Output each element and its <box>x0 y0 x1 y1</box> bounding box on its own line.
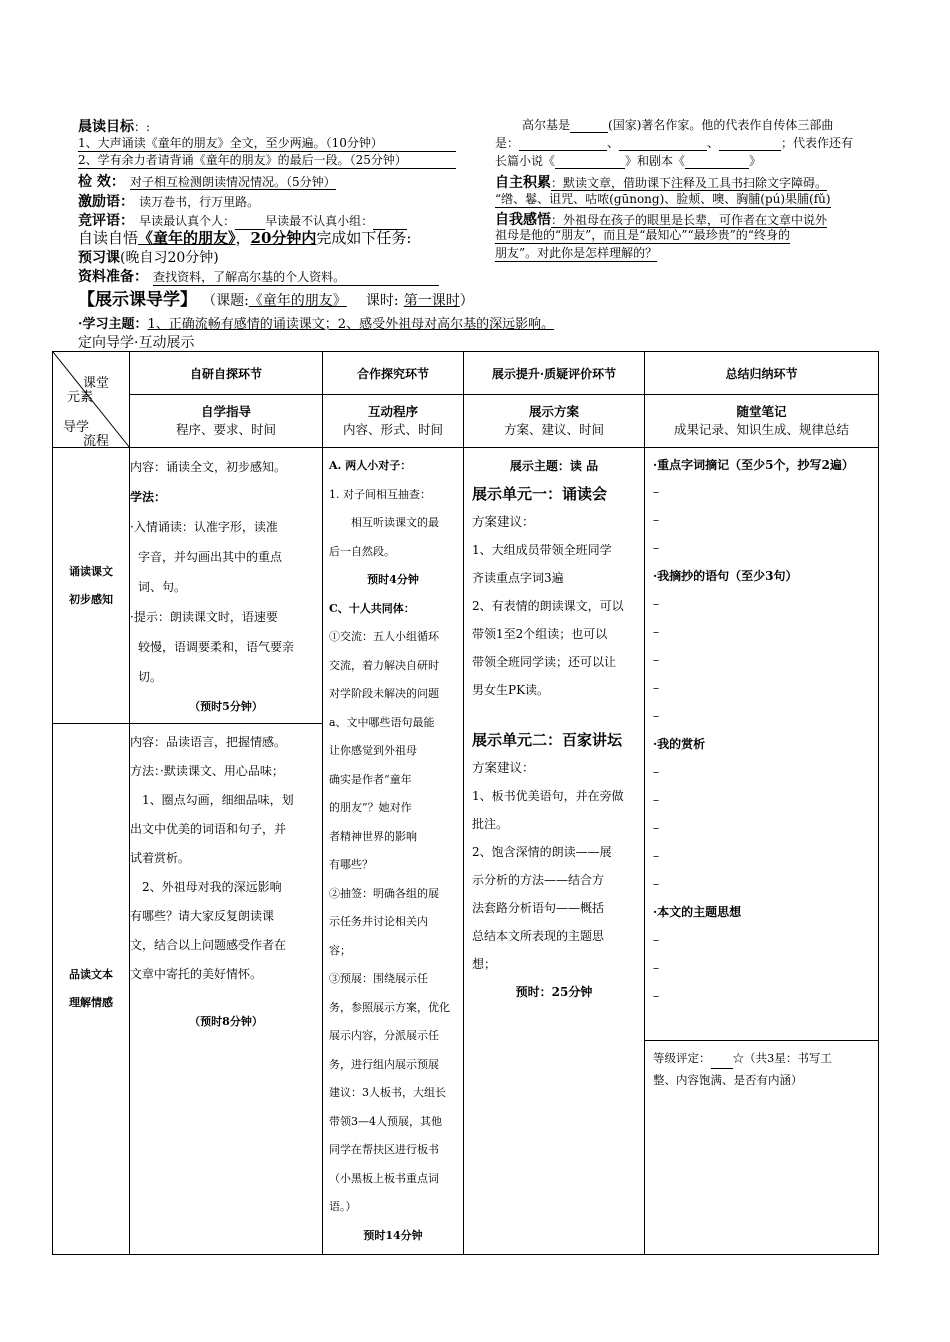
work-blank-1[interactable] <box>519 138 607 151</box>
sub3-title: 展示方案 <box>528 404 579 419</box>
grade-c: 整、内容饱满、是否有内涵） <box>653 1073 803 1087</box>
notes-heading-theme: ·本文的主题思想 <box>653 905 742 919</box>
notes-heading-appreciation: ·我的赏析 <box>653 737 706 751</box>
self-study-cell-1 <box>130 448 323 724</box>
c1r2cell-line: （预时8分钟） <box>189 1015 263 1029</box>
guide-table <box>52 351 879 1255</box>
line2a: 是： <box>495 136 520 150</box>
c1r2cell-line: 试着赏析。 <box>130 851 191 866</box>
c2cell-line: ①交流：五人小组循环 <box>329 630 439 643</box>
c3cell-line: 2、有表情的朗读课文，可以 <box>472 599 624 613</box>
sep: 、 <box>707 136 720 150</box>
line1a: 高尔基是 <box>522 118 571 132</box>
c3cell-line: 批注。 <box>472 817 509 831</box>
grade-b: ☆（共3星：书写工 <box>732 1051 832 1065</box>
c1r1-7: 切。 <box>138 670 163 684</box>
notes-heading-keywords: ·重点字词摘记（至少5个，抄写2遍） <box>653 458 854 472</box>
preview-label: 预习课 <box>78 250 120 266</box>
c3cell-line: 想； <box>472 957 497 971</box>
col-header-4: 总结归纳环节 <box>645 352 879 395</box>
sep: 、 <box>607 136 620 150</box>
c2cell-line: 务，参照展示方案，优化 <box>329 1000 450 1014</box>
selfread-time: 20分钟内 <box>250 229 317 247</box>
lesson-prefix: （课题: <box>202 293 249 309</box>
notes-cell <box>645 448 879 1255</box>
corner-bot-2: 流程 <box>83 434 110 449</box>
c3cell-line: 2、饱含深情的朗读——展 <box>472 845 612 859</box>
notes-heading-quotes: ·我摘抄的语句（至少3句） <box>653 569 798 583</box>
material-text: 查找资料，了解高尔基的个人资料。 <box>153 270 439 286</box>
c2cell-line: 建议：3人板书，大组长 <box>329 1086 446 1099</box>
sub2-desc: 内容、形式、时间 <box>342 422 443 437</box>
lesson-name: 《童年的朋友》 <box>248 293 347 309</box>
c2cell-line: 容； <box>329 943 351 957</box>
col-header-2: 合作探究环节 <box>323 352 464 395</box>
row-label-1 <box>53 448 130 724</box>
c2cell-line: 的朋友”？她对作 <box>329 801 412 814</box>
c3cell-line: 1、板书优美语句，并在旁做 <box>472 789 624 803</box>
col-header-3: 展示提升·质疑评价环节 <box>464 352 645 395</box>
morning-goal-suffix: ：: <box>134 120 151 134</box>
dash[interactable]: – <box>653 485 659 499</box>
c3cell-line: 男女生PK读。 <box>472 683 550 697</box>
c3cell-line: 方案建议： <box>472 514 535 529</box>
sub-header-3 <box>464 395 645 448</box>
c1r1-4: 词、句。 <box>138 580 187 594</box>
review-text-2: 早读最不认真小组： <box>265 214 374 228</box>
learning-theme <box>78 313 554 332</box>
teaching-mode: 定向导学·互动展示 <box>78 335 195 351</box>
c1r2cell-line: 文章中寄托的美好情怀。 <box>130 967 263 982</box>
notes-area <box>645 448 878 1040</box>
row1-label-b: 初步感知 <box>69 592 113 606</box>
c1r2cell-line: 有哪些？请大家反复朗读课 <box>130 909 275 924</box>
line1b: (国家)著名作家。他的代表作自传体三部曲 <box>608 118 834 132</box>
dash[interactable]: – <box>653 961 659 975</box>
c2cell-line: 确实是作者“童年 <box>329 772 412 786</box>
close-paren: ） <box>459 293 474 309</box>
feel-text-2: 祖母是他的“朋友”，而且是“最知心”“最珍贵”的“终身的 <box>495 228 790 242</box>
c3cell-line: 展示单元二：百家讲坛 <box>472 731 623 749</box>
preview-text: (晚自习20分钟) <box>120 250 219 266</box>
row2-label-b: 理解情感 <box>69 996 113 1010</box>
c1r1-5: ·提示：朗读课文时，语速要 <box>130 610 278 624</box>
c1r1-2: ·入情诵读：认准字形，读准 <box>130 520 278 534</box>
line3a: 长篇小说《 <box>495 154 556 168</box>
corner-cell <box>53 352 130 448</box>
work-blank-2[interactable] <box>619 138 707 151</box>
accum-words: “绺、鬈、诅咒、咕哝(gūnong)、脸颊、噢、胸脯(pú)果脯(fǔ) <box>495 192 831 206</box>
c2cell-line: A. 两人小对子： <box>329 459 412 472</box>
dash[interactable]: – <box>653 849 659 863</box>
dash[interactable]: – <box>653 681 659 695</box>
c2cell-line: 交流，着力解决自研时 <box>329 658 439 672</box>
c1r1-3: 字音，并勾画出其中的重点 <box>138 550 283 564</box>
c2cell-line: 务，进行组内展示预展 <box>329 1057 439 1071</box>
dash[interactable]: – <box>653 709 659 723</box>
corner-mid: 元素 <box>67 390 94 405</box>
c1r1-6: 较慢，语调要柔和，语气要亲 <box>138 640 295 654</box>
c2cell-line: 让你感觉到外祖母 <box>329 744 417 757</box>
work-blank-3[interactable] <box>719 138 781 151</box>
sub1-title: 自学指导 <box>200 404 251 419</box>
c2cell-line: C、十人共同体： <box>329 601 415 615</box>
self-study-cell-2 <box>130 724 323 1255</box>
selfread-e: 完成如下任务: <box>316 229 412 247</box>
c2cell-line: 1. 对子间相互抽查： <box>329 487 431 501</box>
cooperation-cell <box>323 448 464 1255</box>
period-prefix: 课时: <box>365 293 399 309</box>
c3cell-line: 1、大组成员带领全班同学 <box>472 543 612 557</box>
c3cell-line: 展示主题：读 品 <box>509 459 599 473</box>
c1r2cell-line: 2、外祖母对我的深远影响 <box>142 880 282 895</box>
goal-2: 2、学有余力者请背诵《童年的朋友》的最后一段。（25分钟） <box>78 153 456 169</box>
sub-header-2 <box>323 395 464 448</box>
c1r1-0: 内容：诵读全文，初步感知。 <box>130 460 287 474</box>
dash[interactable]: – <box>653 513 659 527</box>
corner-bot-1: 导学 <box>63 420 90 435</box>
c2cell-line: 预时14分钟 <box>363 1228 423 1242</box>
motto-label: 激励语 <box>78 194 120 210</box>
c2cell-line: 同学在帮扶区进行板书 <box>329 1143 439 1156</box>
c2cell-line: 带领3—4人预展，其他 <box>329 1114 442 1128</box>
novel-blank[interactable] <box>555 156 625 169</box>
c3cell-line: 齐读重点字词3遍 <box>472 571 564 585</box>
showcase-cell <box>464 448 645 1255</box>
feel-text-1: ：外祖母在孩子的眼里是长辈，可作者在文章中说外 <box>551 213 828 227</box>
line3b: 》和剧本《 <box>625 154 686 168</box>
c1r2cell-line: 出文中优美的词语和句子，并 <box>130 822 287 837</box>
review-text-1: 早读最认真个人： <box>139 214 236 228</box>
check-label: 检 效 <box>78 174 111 190</box>
sub-header-1 <box>130 395 323 448</box>
c2cell-line: ②抽签：明确各组的展 <box>329 886 439 900</box>
line2d: ；代表作还有 <box>781 136 854 150</box>
dash[interactable]: – <box>653 877 659 891</box>
feel-text-3: 朋友”。对此你是怎样理解的？ <box>495 246 658 260</box>
selfread-a: 自读自悟 <box>78 229 139 247</box>
line3c: 》 <box>749 154 762 168</box>
c2cell-line: 有哪些？ <box>329 858 373 871</box>
c3cell-line: 方案建议： <box>472 760 535 775</box>
c3cell-line: 展示单元一：诵读会 <box>472 485 608 503</box>
theme-label: ·学习主题： <box>78 317 148 332</box>
row-label-2 <box>53 724 130 1255</box>
sub-header-4 <box>645 395 879 448</box>
c2cell-line: 相互听读课文的最 <box>351 516 439 529</box>
motto-text: 读万卷书，行万里路。 <box>139 195 260 209</box>
period-name: 第一课时 <box>403 293 460 309</box>
c3cell-line: 带领全班同学读；还可以让 <box>472 655 617 669</box>
selfread-comma: ， <box>235 229 251 247</box>
c1r2cell-line: 文，结合以上问题感受作者在 <box>130 938 287 953</box>
grade-blank[interactable] <box>711 1056 733 1069</box>
dash[interactable]: – <box>653 653 659 667</box>
check-text: 对子相互检测朗读情况情况。（5分钟） <box>129 175 336 189</box>
dash[interactable]: – <box>653 625 659 639</box>
c1r2cell-line: 1、圈点勾画，细细品味，划 <box>142 793 294 808</box>
feel-label: 自我感悟 <box>495 212 551 228</box>
dash[interactable]: – <box>653 989 659 1003</box>
c2cell-line: 展示内容，分派展示任 <box>329 1029 439 1042</box>
review-label: 竞评语 <box>78 213 120 229</box>
c2cell-line: 预时4分钟 <box>367 573 419 586</box>
dash[interactable]: – <box>653 541 659 555</box>
dash[interactable]: – <box>653 765 659 779</box>
c3cell-line: 预时：25分钟 <box>515 985 593 999</box>
corner-top: 课堂 <box>83 376 110 391</box>
theme-text: 1、正确流畅有感情的诵读课文；2、感受外祖母对高尔基的深远影响。 <box>147 317 555 332</box>
c1r1-8: （预时5分钟） <box>189 700 263 713</box>
accum-text: ：默读文章，借助课下注释及工具书扫除文字障碍。 <box>551 176 828 190</box>
section-header <box>78 285 474 310</box>
c2cell-line: 对学阶段未解决的问题 <box>329 687 439 700</box>
sub3-desc: 方案、建议、时间 <box>503 422 604 437</box>
goal-1: 1、大声诵读《童年的朋友》全文，至少两遍。（10分钟） <box>78 136 456 152</box>
dash[interactable]: – <box>653 821 659 835</box>
c2cell-line: a、文中哪些语句最能 <box>329 715 435 729</box>
c3cell-line: 带领1至2个组读；也可以 <box>472 627 608 641</box>
dash[interactable]: – <box>653 597 659 611</box>
c1r2cell-line: 内容：品读语言，把握情感。 <box>130 735 287 750</box>
row1-label-a: 诵读课文 <box>69 564 113 578</box>
col-header-1: 自研自探环节 <box>130 352 323 395</box>
drama-blank[interactable] <box>685 156 749 169</box>
c2cell-line: 语。） <box>329 1200 357 1213</box>
c2cell-line: 后一自然段。 <box>329 544 395 558</box>
c1r1-1: 学法： <box>130 490 167 504</box>
c2cell-line: （小黑板上板书重点词 <box>329 1171 439 1185</box>
c3cell-line: 法套路分析语句——概括 <box>472 901 605 915</box>
c3cell-line: 示分析的方法——结合方 <box>472 873 605 887</box>
c2cell-line: 示任务并讨论相关内 <box>329 915 428 928</box>
accum-label: 自主积累 <box>495 175 551 191</box>
country-blank[interactable] <box>570 120 608 133</box>
dash[interactable]: – <box>653 933 659 947</box>
material-label: 资料准备 <box>78 269 134 285</box>
morning-goal-label: 晨读目标 <box>78 119 134 135</box>
sub1-desc: 程序、要求、时间 <box>175 422 276 437</box>
sub4-title: 随堂笔记 <box>736 404 787 419</box>
grade-label: 等级评定： <box>653 1051 711 1065</box>
c1r2cell-line: 方法：·默读课文、用心品味； <box>130 764 284 779</box>
c2cell-line: ③预展：围绕展示任 <box>329 972 428 985</box>
sub2-title: 互动程序 <box>367 404 418 419</box>
grade-area <box>645 1040 878 1097</box>
c2cell-line: 者精神世界的影响 <box>329 829 417 843</box>
section-title: 【展示课导学】 <box>78 290 197 310</box>
row2-label-a: 品读文本 <box>69 968 113 982</box>
c3cell-line: 总结本文所表现的主题思 <box>472 929 605 943</box>
dash[interactable]: – <box>653 793 659 807</box>
selfread-title: 《童年的朋友》 <box>138 229 236 247</box>
sub4-desc: 成果记录、知识生成、规律总结 <box>673 422 849 437</box>
